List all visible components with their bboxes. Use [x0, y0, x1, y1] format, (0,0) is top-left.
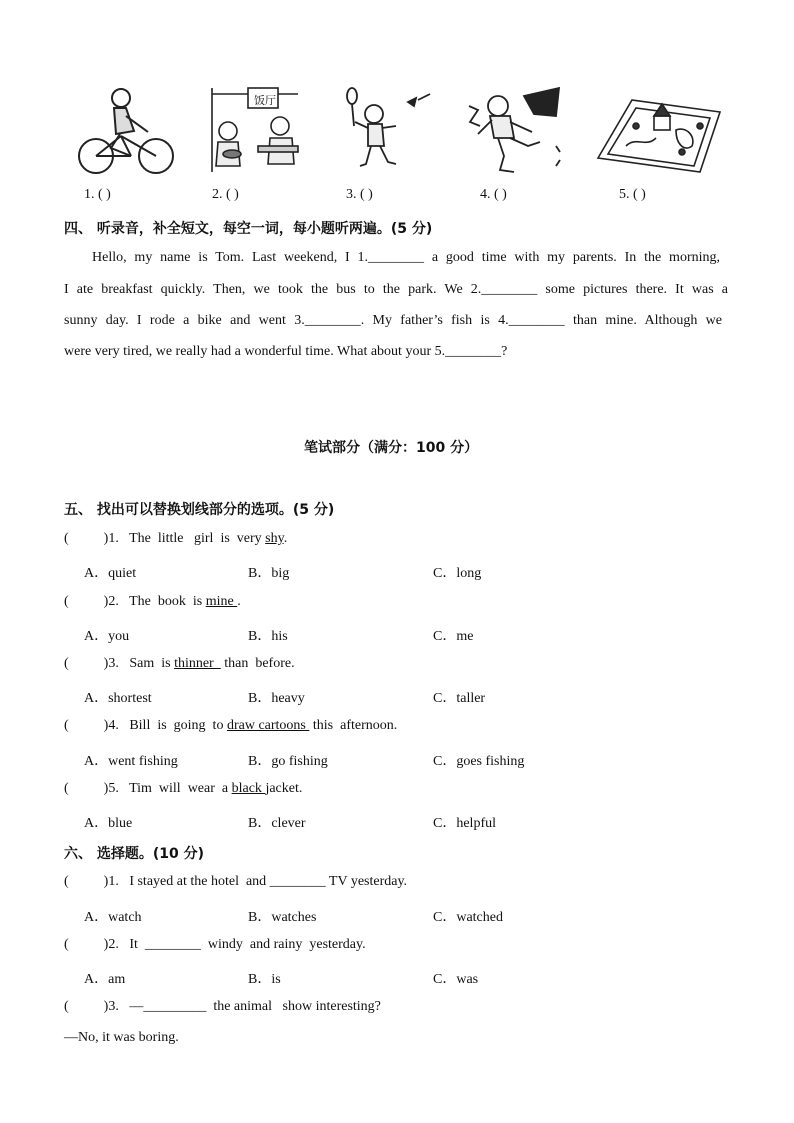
picture-1-answer[interactable]: 1. ( ) [84, 187, 111, 202]
section-4-line-3: sunny day. I rode a bike and went 3.________. My father’s fish is 4.________ than mine. Although we [64, 313, 722, 328]
section-5-q5-option-a[interactable]: A．blue [84, 816, 133, 831]
section-6-q2-option-b[interactable]: B．is [248, 972, 281, 987]
section-6-q1-option-b[interactable]: B．watches [248, 910, 317, 925]
section-4-line-4: were very tired, we really had a wonderful time. What about your 5.________? [64, 344, 508, 359]
section-6-question-2: ( )2. It ________ windy and rainy yesterday. [64, 937, 366, 952]
section-6-heading: 六、 选择题。(10 分) [64, 846, 205, 862]
section-5-q3-option-c[interactable]: C．taller [433, 691, 486, 706]
section-5-q1-option-b[interactable]: B．big [248, 566, 290, 581]
section-5-question-2: ( )2. The book is mine . [64, 594, 241, 609]
section-5-q4-option-b[interactable]: B．go fishing [248, 754, 328, 769]
girl-skating-icon [464, 86, 564, 176]
boy-playing-badminton-icon [338, 86, 434, 176]
section-5-q2-option-c[interactable]: C．me [433, 629, 474, 644]
section-4-heading: 四、 听录音，补全短文，每空一词，每小题听两遍。(5 分) [64, 221, 433, 237]
park-map-icon [596, 86, 722, 176]
picture-4-answer[interactable]: 4. ( ) [480, 187, 507, 202]
section-6-q1-option-a[interactable]: A．watch [84, 910, 142, 925]
written-part-title: 笔试部分（满分：100 分） [304, 440, 479, 456]
section-6-q2-option-c[interactable]: C．was [433, 972, 479, 987]
boy-riding-bike-icon [76, 86, 176, 176]
picture-2-answer[interactable]: 2. ( ) [212, 187, 239, 202]
picture-5 [596, 86, 722, 176]
picture-3 [338, 86, 434, 176]
section-5-q3-option-b[interactable]: B．heavy [248, 691, 305, 706]
section-5-q3-option-a[interactable]: A．shortest [84, 691, 152, 706]
picture-5-answer[interactable]: 5. ( ) [619, 187, 646, 202]
restaurant-sign-text: 饭厅 [254, 94, 276, 107]
section-6-question-3: ( )3. —_________ the animal show interesting? [64, 999, 381, 1014]
section-5-q5-option-b[interactable]: B．clever [248, 816, 306, 831]
section-6-q1-option-c[interactable]: C．watched [433, 910, 503, 925]
section-4-line-1: Hello, my name is Tom. Last weekend, I 1.________ a good time with my parents. In the morning, [92, 250, 720, 265]
section-5-heading: 五、 找出可以替换划线部分的选项。(5 分) [64, 502, 335, 518]
section-4-line-2: I ate breakfast quickly. Then, we took the bus to the park. We 2.________ some pictures there. It was a [64, 282, 728, 297]
section-5-q2-option-a[interactable]: A．you [84, 629, 130, 644]
section-5-q4-option-c[interactable]: C．goes fishing [433, 754, 525, 769]
picture-1 [76, 86, 176, 176]
section-6-q2-option-a[interactable]: A．am [84, 972, 126, 987]
picture-3-answer[interactable]: 3. ( ) [346, 187, 373, 202]
picture-4 [464, 86, 564, 176]
section-5-question-4: ( )4. Bill is going to draw cartoons this afternoon. [64, 718, 398, 733]
section-5-q2-option-b[interactable]: B．his [248, 629, 288, 644]
section-5-q1-option-a[interactable]: A．quiet [84, 566, 137, 581]
section-5-q4-option-a[interactable]: A．went fishing [84, 754, 178, 769]
section-5-question-5: ( )5. Tim will wear a black jacket. [64, 781, 303, 796]
picture-2 [208, 86, 304, 176]
section-5-q5-option-c[interactable]: C．helpful [433, 816, 496, 831]
section-6-answer-line: —No, it was boring. [64, 1030, 179, 1045]
section-6-question-1: ( )1. I stayed at the hotel and ________ TV yesterday. [64, 874, 408, 889]
section-5-question-1: ( )1. The little girl is very shy. [64, 531, 288, 546]
section-5-question-3: ( )3. Sam is thinner than before. [64, 656, 295, 671]
section-5-q1-option-c[interactable]: C．long [433, 566, 482, 581]
